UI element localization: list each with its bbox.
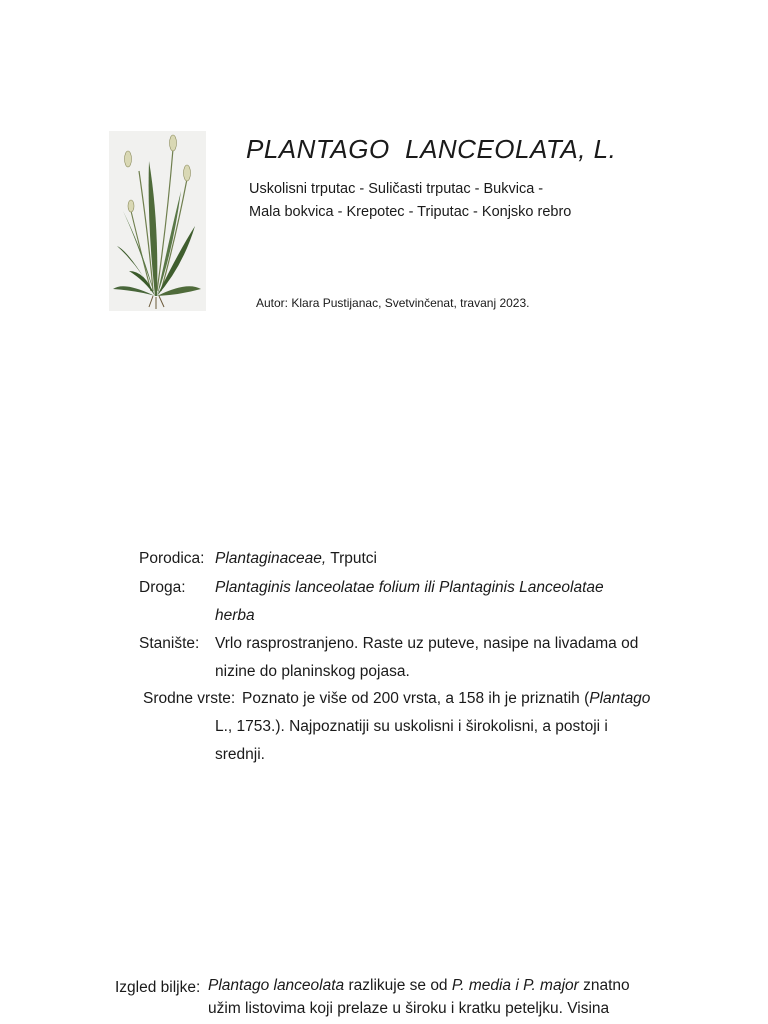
porodica-value [215,545,685,573]
srodne-vrste-value [215,685,655,769]
droga-label: Droga: [139,579,186,596]
staniste-value: Vrlo rasprostranjeno. Raste uz puteve, nasipe na livadama od nizine do planinskog pojasa. [215,635,639,680]
common-names-line: Uskolisni trputac - Suličasti trputac - Bukvica - [249,181,544,197]
staniste-label: Stanište: [139,635,200,652]
author-credit: Autor: Klara Pustijanac, Svetvinčenat, travanj 2023. [256,296,530,310]
izgled-latin-2: P. media i P. major [451,977,579,994]
common-names-line: Mala bokvica - Krepotec - Triputac - Konjsko rebro [249,204,572,220]
srodne-vrste-genus: Plantago [589,690,651,707]
document-title: PLANTAGO LANCEOLATA, L. [246,134,617,164]
izgled-latin-1: Plantago lanceolata [208,977,345,994]
droga-latin: Plantaginis lanceolatae folium ili Plantaginis Lanceolatae herba [215,579,604,624]
droga-value [215,574,645,630]
srodne-vrste-text-1: Poznato je više od 200 vrsta, a 158 ih je priznatih ( [242,690,590,707]
izgled-text-1: razlikuje se od [344,977,452,994]
izgled-biljke-label: Izgled biljke: [115,979,201,996]
porodica-latin: Plantaginaceae, [215,550,327,567]
srodne-vrste-text-2: L., 1753.). Najpoznatiji su uskolisni i širokolisni, a postoji i srednji. [215,718,608,763]
srodne-vrste-label: Srodne vrste: [143,690,236,707]
plantago-lanceolata-illustration [109,131,206,311]
porodica-label: Porodica: [139,550,205,567]
izgled-text-2: znatno užim listovima koji prelaze u široku i kratku peteljku. Visina [208,977,630,1017]
izgled-biljke-value [208,974,658,1024]
common-names [249,178,669,224]
porodica-common: Trputci [326,550,377,567]
